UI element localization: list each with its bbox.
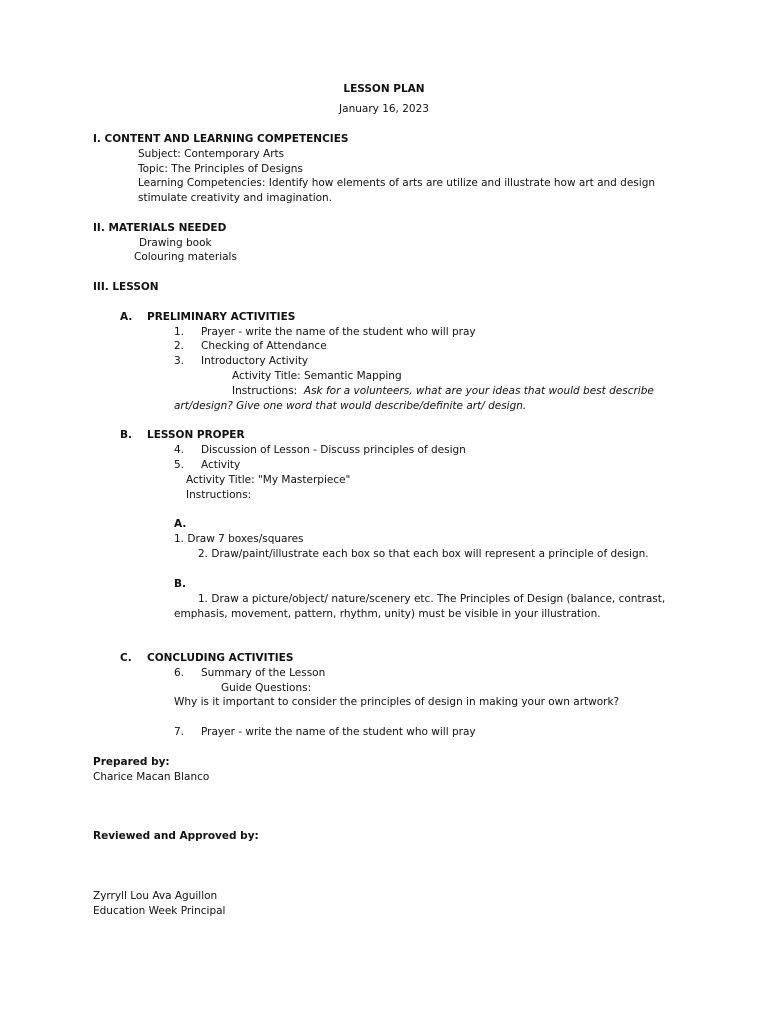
list-item: Prayer - write the name of the student who will pray [201,726,476,738]
list-item: Summary of the Lesson [201,667,326,679]
list-item: Checking of Attendance [201,340,327,352]
part-a-step-1: 1. Draw 7 boxes/squares [174,533,304,545]
activity-title: Activity Title: "My Masterpiece" [186,474,351,486]
subsection-b-letter: B. [120,429,132,441]
material-item: Colouring materials [134,251,237,263]
subject-line: Subject: Contemporary Arts [138,148,285,160]
approver-title: Education Week Principal [93,905,226,917]
instructions-line-1 [232,386,654,397]
activity-title: Activity Title: Semantic Mapping [232,370,402,382]
list-number: 2. [174,340,185,352]
subsection-c-letter: C. [120,652,132,664]
list-number: 1. [174,326,185,338]
list-number: 6. [174,667,185,679]
part-a-label: A. [174,518,187,530]
approved-by-label: Reviewed and Approved by: [93,830,259,842]
competencies-line-2: stimulate creativity and imagination. [138,192,333,204]
part-b-step-1-line-2: emphasis, movement, pattern, rhythm, unity) must be visible in your illustration. [174,608,601,620]
approver-name: Zyrryll Lou Ava Aguillon [93,890,218,902]
instructions-text: Ask for a volunteers, what are your ideas that would best describe [303,385,654,397]
topic-line: Topic: The Principles of Designs [138,163,303,175]
list-item: Prayer - write the name of the student who will pray [201,326,476,338]
subsection-c-heading: CONCLUDING ACTIVITIES [147,652,294,664]
section-2-heading: II. MATERIALS NEEDED [93,222,227,234]
preparer-name: Charice Macan Blanco [93,771,210,783]
guide-questions-label: Guide Questions: [221,682,312,694]
guide-question: Why is it important to consider the principles of design in making your own artwork? [174,696,620,708]
document-date: January 16, 2023 [339,103,429,115]
material-item: Drawing book [139,237,212,249]
list-item: Discussion of Lesson - Discuss principles of design [201,444,466,456]
competencies-line-1: Learning Competencies: Identify how elements of arts are utilize and illustrate how art and design [138,177,656,189]
part-a-step-2: 2. Draw/paint/illustrate each box so that each box will represent a principle of design. [198,548,649,560]
instructions-label: Instructions: [186,489,252,501]
part-b-step-1-line-1: 1. Draw a picture/object/ nature/scenery etc. The Principles of Design (balance, contrast, [198,593,666,605]
list-number: 3. [174,355,185,367]
section-3-heading: III. LESSON [93,281,159,293]
list-number: 5. [174,459,185,471]
list-number: 7. [174,726,185,738]
document-title: LESSON PLAN [343,83,425,95]
list-item: Activity [201,459,241,471]
subsection-b-heading: LESSON PROPER [147,429,245,441]
part-b-label: B. [174,578,186,590]
section-1-heading: I. CONTENT AND LEARNING COMPETENCIES [93,133,349,145]
instructions-line-2: art/design? Give one word that would describe/definite art/ design. [174,400,527,412]
subsection-a-letter: A. [120,311,133,323]
list-item: Introductory Activity [201,355,309,367]
prepared-by-label: Prepared by: [93,756,170,768]
subsection-a-heading: PRELIMINARY ACTIVITIES [147,311,296,323]
list-number: 4. [174,444,185,456]
instructions-label: Instructions: [232,385,298,397]
